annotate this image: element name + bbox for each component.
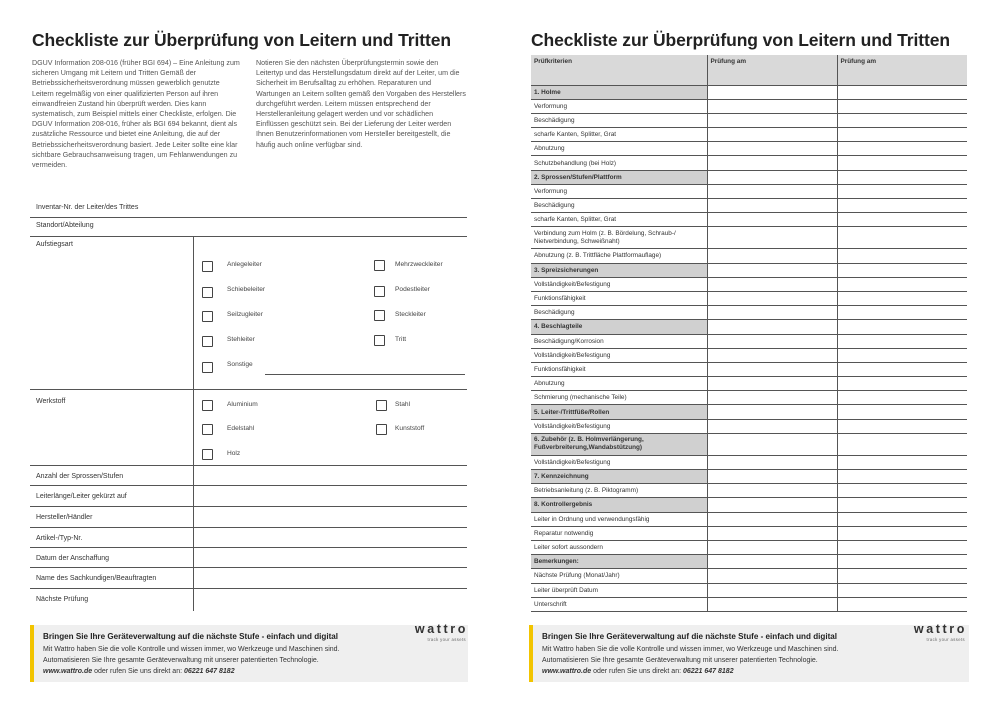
banner-line1: Mit Wattro haben Sie die volle Kontrolle und wissen immer, wo Werkzeuge und Maschinen sind. bbox=[542, 646, 839, 653]
check-cell-2[interactable] bbox=[837, 291, 967, 305]
check-cell-1[interactable] bbox=[707, 277, 837, 291]
criterion-label: Vollständigkeit/Befestigung bbox=[531, 348, 707, 362]
table-section-row bbox=[531, 498, 967, 512]
field-label: Datum der Anschaffung bbox=[36, 555, 110, 562]
field-label: Leiterlänge/Leiter gekürzt auf bbox=[36, 493, 127, 500]
check-cell-1[interactable] bbox=[707, 142, 837, 156]
field-standort[interactable] bbox=[30, 218, 467, 237]
check-cell-1[interactable] bbox=[707, 470, 837, 484]
banner-line2: Automatisieren Sie Ihre gesamte Geräteverwaltung mit unserer patentierten Technologie. bbox=[542, 657, 818, 664]
check-cell-1[interactable] bbox=[707, 113, 837, 127]
header-pruefung-am-2: Prüfung am bbox=[837, 55, 967, 85]
check-cell-2[interactable] bbox=[837, 320, 967, 334]
checkbox-label: Aluminium bbox=[227, 401, 258, 408]
criterion-label: Leiter sofort aussondern bbox=[531, 540, 707, 554]
check-cell-2[interactable] bbox=[837, 348, 967, 362]
check-cell-2[interactable] bbox=[837, 156, 967, 170]
check-cell-1[interactable] bbox=[707, 170, 837, 184]
section-label: 5. Leiter-/Trittfüße/Rollen bbox=[531, 405, 707, 419]
table-row bbox=[531, 156, 967, 170]
table-section-row bbox=[531, 170, 967, 184]
section-label: 4. Beschlagteile bbox=[531, 320, 707, 334]
criterion-label: Schmierung (mechanische Teile) bbox=[531, 391, 707, 405]
check-cell-1[interactable] bbox=[707, 569, 837, 583]
right-page bbox=[529, 0, 969, 707]
promo-banner bbox=[30, 625, 468, 682]
banner-url[interactable]: www.wattro.de bbox=[542, 668, 592, 675]
check-cell-1[interactable] bbox=[707, 419, 837, 433]
table-row bbox=[531, 512, 967, 526]
table-row bbox=[531, 291, 967, 305]
check-cell-1[interactable] bbox=[707, 184, 837, 198]
checkbox-label: Edelstahl bbox=[227, 425, 255, 432]
form-divider bbox=[193, 237, 194, 611]
section-label: 8. Kontrollergebnis bbox=[531, 498, 707, 512]
field-inventar[interactable] bbox=[30, 200, 467, 218]
criterion-label: Verbindung zum Holm (z. B. Bördelung, Schraub-/ Nietverbindung, Schweißnaht) bbox=[531, 227, 707, 249]
table-row bbox=[531, 377, 967, 391]
intro-text-col2: Notieren Sie den nächsten Überprüfungstermin sowie den Leitertyp und das Herstellungsdatum direkt auf der Leiter, um die Sicherheit im Berufsalltag zu erhöhen. Reparaturen und Wartungen an Leitern sollten gemäß den Vorgaben des Herstellers durchgeführt werden. Leitern müssen entsprechend der Herstelleranleitung gelagert werden und vor schädlichen Einflüssen geschützt sein. Bei der Lieferung der Leiter werden Ihnen Benutzerinformationen vom Hersteller bereitgestellt, die häufig auch online verfügbar sind. bbox=[256, 59, 466, 149]
table-row bbox=[531, 213, 967, 227]
check-cell-1[interactable] bbox=[707, 99, 837, 113]
checkbox-edelstahl[interactable] bbox=[202, 424, 213, 435]
table-section-row bbox=[531, 320, 967, 334]
table-row bbox=[531, 128, 967, 142]
criterion-label: Beschädigung bbox=[531, 306, 707, 320]
check-cell-2[interactable] bbox=[837, 199, 967, 213]
banner-phone[interactable]: 06221 647 8182 bbox=[682, 668, 734, 675]
checkbox-podestleiter[interactable] bbox=[374, 286, 385, 297]
check-cell-1[interactable] bbox=[707, 213, 837, 227]
check-cell-2[interactable] bbox=[837, 555, 967, 569]
criterion-label: Betriebsanleitung (z. B. Piktogramm) bbox=[531, 484, 707, 498]
wattro-logo: wattro bbox=[913, 622, 967, 636]
field-sachkundiger[interactable] bbox=[30, 568, 467, 589]
check-cell-1[interactable] bbox=[707, 512, 837, 526]
table-row bbox=[531, 526, 967, 540]
checkbox-label: Steckleiter bbox=[395, 311, 426, 318]
criterion-label: Leiter überprüft Datum bbox=[531, 583, 707, 597]
section-label: 3. Spreizsicherungen bbox=[531, 263, 707, 277]
check-cell-2[interactable] bbox=[837, 184, 967, 198]
table-row bbox=[531, 113, 967, 127]
checkbox-label: Stahl bbox=[395, 401, 411, 408]
check-cell-2[interactable] bbox=[837, 263, 967, 277]
check-cell-2[interactable] bbox=[837, 128, 967, 142]
check-cell-1[interactable] bbox=[707, 377, 837, 391]
criterion-label: Beschädigung bbox=[531, 113, 707, 127]
check-cell-1[interactable] bbox=[707, 199, 837, 213]
field-label: Werkstoff bbox=[36, 398, 66, 405]
check-cell-1[interactable] bbox=[707, 227, 837, 249]
table-row bbox=[531, 184, 967, 198]
field-anzahl[interactable] bbox=[30, 466, 467, 486]
table-row bbox=[531, 99, 967, 113]
sonstige-line[interactable] bbox=[265, 374, 465, 375]
criterion-label: Vollständigkeit/Befestigung bbox=[531, 419, 707, 433]
field-laenge[interactable] bbox=[30, 486, 467, 507]
check-cell-1[interactable] bbox=[707, 405, 837, 419]
wattro-logo: wattro bbox=[414, 622, 468, 636]
check-cell-2[interactable] bbox=[837, 540, 967, 554]
checkbox-sonstige[interactable] bbox=[202, 362, 213, 373]
table-row bbox=[531, 277, 967, 291]
table-row bbox=[531, 142, 967, 156]
section-label: Bemerkungen: bbox=[531, 555, 707, 569]
table-row bbox=[531, 306, 967, 320]
check-cell-2[interactable] bbox=[837, 306, 967, 320]
checkbox-kunststoff[interactable] bbox=[376, 424, 387, 435]
table-row bbox=[531, 540, 967, 554]
check-cell-2[interactable] bbox=[837, 362, 967, 376]
checkbox-label: Mehrzweckleiter bbox=[395, 261, 443, 268]
checkbox-label: Podestleiter bbox=[395, 286, 430, 293]
check-cell-2[interactable] bbox=[837, 277, 967, 291]
table-header-row bbox=[531, 55, 967, 85]
table-section-row bbox=[531, 555, 967, 569]
field-label: Inventar-Nr. der Leiter/des Trittes bbox=[36, 204, 139, 211]
banner-or: oder rufen Sie uns direkt an: bbox=[591, 668, 683, 675]
page-title: Checkliste zur Überprüfung von Leitern und Tritten bbox=[32, 30, 451, 50]
check-cell-1[interactable] bbox=[707, 484, 837, 498]
banner-line2: Automatisieren Sie Ihre gesamte Geräteverwaltung mit unserer patentierten Technologie. bbox=[43, 657, 319, 664]
checkbox-label: Kunststoff bbox=[395, 425, 425, 432]
check-cell-2[interactable] bbox=[837, 569, 967, 583]
criterion-label: Verformung bbox=[531, 184, 707, 198]
checkbox-holz[interactable] bbox=[202, 449, 213, 460]
criterion-label: Schutzbehandlung (bei Holz) bbox=[531, 156, 707, 170]
check-cell-2[interactable] bbox=[837, 484, 967, 498]
check-cell-1[interactable] bbox=[707, 291, 837, 305]
field-label: Artikel-/Typ-Nr. bbox=[36, 535, 83, 542]
check-cell-1[interactable] bbox=[707, 498, 837, 512]
checkbox-stahl[interactable] bbox=[376, 400, 387, 411]
check-cell-2[interactable] bbox=[837, 170, 967, 184]
logo-tagline: track your assets bbox=[427, 637, 466, 642]
table-row bbox=[531, 227, 967, 249]
check-cell-2[interactable] bbox=[837, 227, 967, 249]
field-datum[interactable] bbox=[30, 548, 467, 568]
field-label: Hersteller/Händler bbox=[36, 514, 93, 521]
table-row bbox=[531, 583, 967, 597]
section-label: 2. Sprossen/Stufen/Plattform bbox=[531, 170, 707, 184]
check-cell-1[interactable] bbox=[707, 249, 837, 263]
check-cell-1[interactable] bbox=[707, 320, 837, 334]
section-label: 6. Zubehör (z. B. Holmverlängerung, Fußverbreiterung,Wandabstützung) bbox=[531, 433, 707, 455]
check-cell-1[interactable] bbox=[707, 597, 837, 611]
table-row bbox=[531, 484, 967, 498]
check-cell-1[interactable] bbox=[707, 455, 837, 469]
table-row bbox=[531, 455, 967, 469]
table-section-row bbox=[531, 263, 967, 277]
field-naechste[interactable] bbox=[30, 589, 467, 611]
criterion-label: Abnutzung bbox=[531, 142, 707, 156]
check-cell-2[interactable] bbox=[837, 377, 967, 391]
checkbox-label: Stehleiter bbox=[227, 336, 255, 343]
criterion-label: scharfe Kanten, Splitter, Grat bbox=[531, 128, 707, 142]
table-section-row bbox=[531, 433, 967, 455]
banner-or: oder rufen Sie uns direkt an: bbox=[92, 668, 184, 675]
banner-title: Bringen Sie Ihre Geräteverwaltung auf die nächste Stufe - einfach und digital bbox=[542, 632, 838, 641]
table-row bbox=[531, 391, 967, 405]
criterion-label: Reparatur notwendig bbox=[531, 526, 707, 540]
criterion-label: Leiter in Ordnung und verwendungsfähig bbox=[531, 512, 707, 526]
criterion-label: Beschädigung bbox=[531, 199, 707, 213]
check-cell-2[interactable] bbox=[837, 85, 967, 99]
check-cell-2[interactable] bbox=[837, 583, 967, 597]
banner-contact bbox=[542, 668, 734, 675]
banner-title: Bringen Sie Ihre Geräteverwaltung auf die nächste Stufe - einfach und digital bbox=[43, 632, 339, 641]
check-cell-1[interactable] bbox=[707, 433, 837, 455]
table-section-row bbox=[531, 405, 967, 419]
table-section-row bbox=[531, 470, 967, 484]
checkbox-aluminium[interactable] bbox=[202, 400, 213, 411]
field-artikel[interactable] bbox=[30, 528, 467, 548]
header-pruefkriterien: Prüfkriterien bbox=[531, 55, 707, 85]
checklist-table bbox=[531, 55, 967, 612]
check-cell-1[interactable] bbox=[707, 348, 837, 362]
criterion-label: Unterschrift bbox=[531, 597, 707, 611]
table-row bbox=[531, 348, 967, 362]
page-title: Checkliste zur Überprüfung von Leitern und Tritten bbox=[531, 30, 950, 50]
banner-phone[interactable]: 06221 647 8182 bbox=[183, 668, 235, 675]
table-row bbox=[531, 419, 967, 433]
check-cell-1[interactable] bbox=[707, 362, 837, 376]
logo-tagline: track your assets bbox=[926, 637, 965, 642]
checkbox-label: Sonstige bbox=[227, 361, 253, 368]
left-page bbox=[30, 0, 490, 707]
check-cell-1[interactable] bbox=[707, 526, 837, 540]
check-cell-2[interactable] bbox=[837, 213, 967, 227]
check-cell-1[interactable] bbox=[707, 156, 837, 170]
check-cell-1[interactable] bbox=[707, 391, 837, 405]
check-cell-1[interactable] bbox=[707, 85, 837, 99]
intro-text-col1: DGUV Information 208-016 (früher BGI 694) – Eine Anleitung zum sicheren Umgang mit Leitern und Tritten Gemäß der Betriebssicherheitsverordnung müssen gewerblich genutzte Leitern regelmäßig von einer qualifizierten Person auf ihren einwandfreien Zustand hin überprüft werden. Dies kann systematisch, zum Beispiel mittels einer Checkliste, erfolgen. Die DGUV Information 208-016, früher als BGI 694 bekannt, dient als zusätzliche Ressource und bietet eine Anleitung, die auf der Betriebssicherheitsverordnung basiert. Jede Leiter sollte eine klar sichtbare Gebrauchsanweisung tragen, um Fehlanwendungen zu vermeiden. bbox=[32, 59, 240, 170]
checkbox-label: Holz bbox=[227, 450, 241, 457]
field-label: Name des Sachkundigen/Beauftragten bbox=[36, 575, 157, 582]
check-cell-2[interactable] bbox=[837, 498, 967, 512]
check-cell-2[interactable] bbox=[837, 405, 967, 419]
check-cell-2[interactable] bbox=[837, 470, 967, 484]
checkbox-stehleiter[interactable] bbox=[202, 336, 213, 347]
criterion-label: Vollständigkeit/Befestigung bbox=[531, 455, 707, 469]
field-label: Aufstiegsart bbox=[36, 241, 73, 248]
criterion-label: Nächste Prüfung (Monat/Jahr) bbox=[531, 569, 707, 583]
checkbox-label: Anlegeleiter bbox=[227, 261, 262, 268]
criterion-label: Vollständigkeit/Befestigung bbox=[531, 277, 707, 291]
field-label: Standort/Abteilung bbox=[36, 222, 94, 229]
table-row bbox=[531, 597, 967, 611]
criterion-label: Abnutzung (z. B. Trittfläche Plattformauflage) bbox=[531, 249, 707, 263]
banner-contact bbox=[43, 668, 235, 675]
promo-banner bbox=[529, 625, 969, 682]
criterion-label: Abnutzung bbox=[531, 377, 707, 391]
check-cell-1[interactable] bbox=[707, 583, 837, 597]
checkbox-anlegeleiter[interactable] bbox=[202, 261, 213, 272]
checkbox-label: Seilzugleiter bbox=[227, 311, 263, 318]
checkbox-steckleiter[interactable] bbox=[374, 310, 385, 321]
table-row bbox=[531, 362, 967, 376]
banner-url[interactable]: www.wattro.de bbox=[43, 668, 93, 675]
field-label: Anzahl der Sprossen/Stufen bbox=[36, 473, 124, 480]
check-cell-1[interactable] bbox=[707, 263, 837, 277]
check-cell-1[interactable] bbox=[707, 334, 837, 348]
header-pruefung-am-1: Prüfung am bbox=[707, 55, 837, 85]
checkbox-label: Tritt bbox=[395, 336, 407, 343]
table-section-row bbox=[531, 85, 967, 99]
table-row bbox=[531, 569, 967, 583]
table-row bbox=[531, 199, 967, 213]
check-cell-2[interactable] bbox=[837, 597, 967, 611]
checkbox-schiebeleiter[interactable] bbox=[202, 287, 213, 298]
check-cell-2[interactable] bbox=[837, 142, 967, 156]
check-cell-2[interactable] bbox=[837, 526, 967, 540]
check-cell-2[interactable] bbox=[837, 512, 967, 526]
check-cell-1[interactable] bbox=[707, 128, 837, 142]
criterion-label: Funktionsfähigkeit bbox=[531, 291, 707, 305]
criterion-label: Funktionsfähigkeit bbox=[531, 362, 707, 376]
check-cell-2[interactable] bbox=[837, 419, 967, 433]
criterion-label: scharfe Kanten, Splitter, Grat bbox=[531, 213, 707, 227]
check-cell-2[interactable] bbox=[837, 433, 967, 455]
section-label: 7. Kennzeichnung bbox=[531, 470, 707, 484]
table-row bbox=[531, 249, 967, 263]
checkbox-label: Schiebeleiter bbox=[227, 286, 266, 293]
check-cell-2[interactable] bbox=[837, 99, 967, 113]
checkbox-tritt[interactable] bbox=[374, 335, 385, 346]
check-cell-2[interactable] bbox=[837, 249, 967, 263]
check-cell-2[interactable] bbox=[837, 113, 967, 127]
checkbox-mehrzweckleiter[interactable] bbox=[374, 260, 385, 271]
field-hersteller[interactable] bbox=[30, 507, 467, 528]
check-cell-2[interactable] bbox=[837, 391, 967, 405]
check-cell-1[interactable] bbox=[707, 540, 837, 554]
banner-line1: Mit Wattro haben Sie die volle Kontrolle und wissen immer, wo Werkzeuge und Maschinen sind. bbox=[43, 646, 340, 653]
check-cell-2[interactable] bbox=[837, 455, 967, 469]
field-label: Nächste Prüfung bbox=[36, 596, 89, 603]
check-cell-2[interactable] bbox=[837, 334, 967, 348]
criterion-label: Beschädigung/Korrosion bbox=[531, 334, 707, 348]
section-label: 1. Holme bbox=[531, 85, 707, 99]
criterion-label: Verformung bbox=[531, 99, 707, 113]
check-cell-1[interactable] bbox=[707, 555, 837, 569]
table-row bbox=[531, 334, 967, 348]
checkbox-seilzugleiter[interactable] bbox=[202, 311, 213, 322]
check-cell-1[interactable] bbox=[707, 306, 837, 320]
